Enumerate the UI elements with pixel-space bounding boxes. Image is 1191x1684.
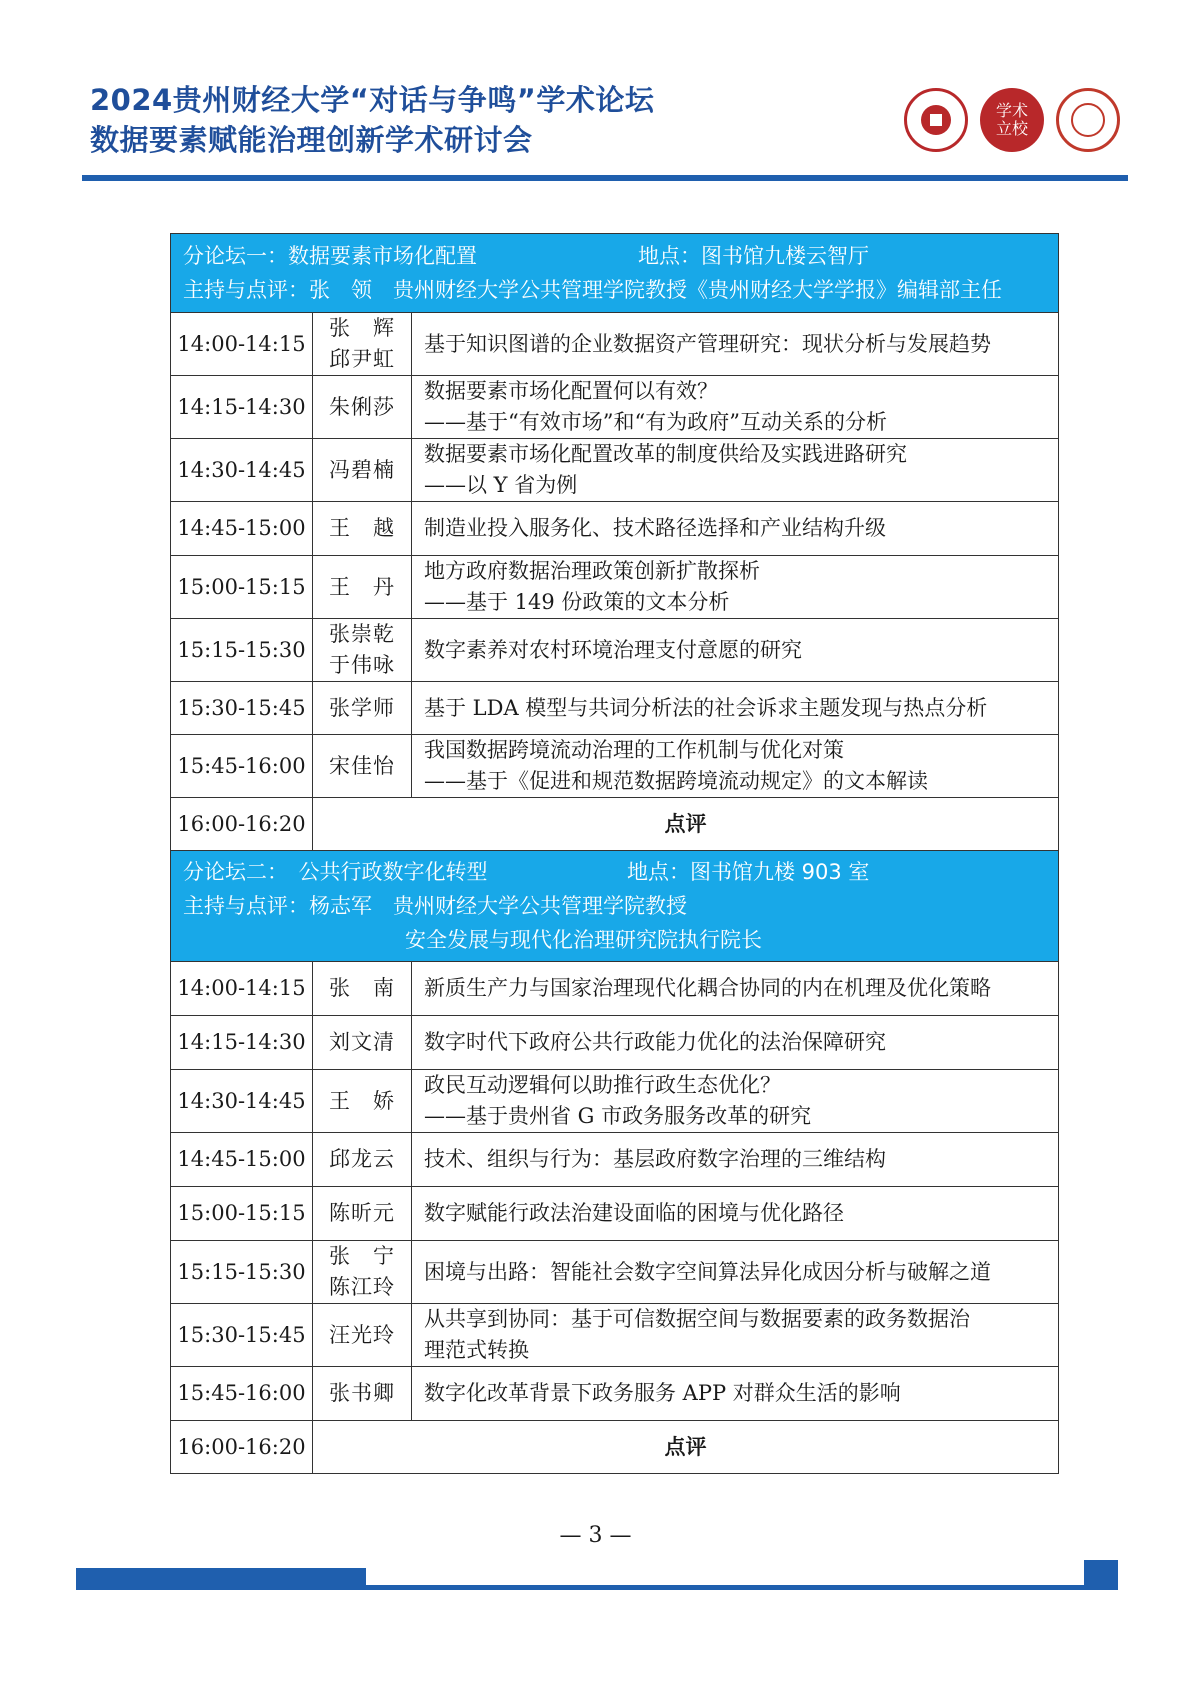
speaker-name: 宋佳怡 <box>329 753 395 778</box>
speaker-name: 陈昕元 <box>329 1201 395 1225</box>
topic-line: ——基于“有效市场”和“有为政府”互动关系的分析 <box>424 410 887 434</box>
session-topic <box>412 313 1059 376</box>
session-topic <box>412 376 1059 439</box>
session-topic <box>412 682 1059 735</box>
topic-line: ——基于《促进和规范数据跨境流动规定》的文本解读 <box>424 769 928 793</box>
speaker-name: 张 宁 <box>329 1244 395 1268</box>
session-speakers <box>313 1241 412 1304</box>
forum2-title: 分论坛二： 公共行政数字化转型 <box>183 860 488 884</box>
session-speakers <box>313 1367 412 1421</box>
speaker-name: 张 辉 <box>329 316 395 340</box>
session-row <box>171 1133 1059 1187</box>
session-time: 15:45-16:00 <box>171 735 313 798</box>
session-row <box>171 502 1059 556</box>
university-seal-icon <box>904 88 968 152</box>
session-topic <box>412 1070 1059 1133</box>
session-row <box>171 619 1059 682</box>
topic-line: 基于 LDA 模型与共词分析法的社会诉求主题发现与热点分析 <box>424 695 988 720</box>
topic-line: 困境与出路：智能社会数字空间算法异化成因分析与破解之道 <box>424 1259 991 1284</box>
header-divider <box>82 175 1128 181</box>
topic-line: 数字时代下政府公共行政能力优化的法治保障研究 <box>424 1030 886 1054</box>
session-time: 14:00-14:15 <box>171 962 313 1016</box>
session-speakers <box>313 1304 412 1367</box>
speaker-name: 张书卿 <box>329 1381 395 1405</box>
session-topic <box>412 1367 1059 1421</box>
speaker-name: 于伟咏 <box>329 653 395 677</box>
topic-line: 制造业投入服务化、技术路径选择和产业结构升级 <box>424 516 886 540</box>
footer-accent-right <box>1084 1560 1118 1590</box>
session-topic <box>412 1241 1059 1304</box>
session-row <box>171 682 1059 735</box>
session-time: 15:00-15:15 <box>171 556 313 619</box>
session-row <box>171 1241 1059 1304</box>
topic-line: 数字化改革背景下政务服务 APP 对群众生活的影响 <box>424 1381 901 1405</box>
topic-line: 我国数据跨境流动治理的工作机制与优化对策 <box>424 738 844 762</box>
review-label: 点评 <box>313 1421 1059 1474</box>
session-speakers <box>313 1187 412 1241</box>
session-speakers <box>313 1070 412 1133</box>
forum2-location: 地点：图书馆九楼 903 室 <box>627 860 870 884</box>
schedule-table <box>170 233 1059 1474</box>
page-header <box>90 80 1130 160</box>
topic-line: ——以 Y 省为例 <box>424 473 578 497</box>
forum1-host: 主持与点评：张 领 贵州财经大学公共管理学院教授《贵州财经大学学报》编辑部主任 <box>183 278 1002 302</box>
speaker-name: 冯碧楠 <box>329 457 395 482</box>
session-time: 14:45-15:00 <box>171 502 313 556</box>
session-row <box>171 1070 1059 1133</box>
forum2-host-title: 安全发展与现代化治理研究院执行院长 <box>405 928 762 952</box>
speaker-name: 王 丹 <box>329 574 395 599</box>
session-speakers <box>313 962 412 1016</box>
session-row <box>171 1187 1059 1241</box>
forum1-header-row <box>171 234 1059 313</box>
topic-line: 地方政府数据治理政策创新扩散探析 <box>424 559 760 583</box>
session-time: 14:15-14:30 <box>171 1016 313 1070</box>
session-topic <box>412 1016 1059 1070</box>
session-time: 14:00-14:15 <box>171 313 313 376</box>
speaker-name: 朱俐莎 <box>329 394 395 419</box>
session-row <box>171 735 1059 798</box>
session-time: 15:15-15:30 <box>171 619 313 682</box>
topic-line: 基于知识图谱的企业数据资产管理研究：现状分析与发展趋势 <box>424 331 991 356</box>
speaker-name: 张 南 <box>329 976 395 1000</box>
speaker-name: 刘文清 <box>329 1030 395 1054</box>
school-seal-icon <box>1056 88 1120 152</box>
forum1-title: 分论坛一：数据要素市场化配置 <box>183 244 477 268</box>
header-title-line2: 数据要素赋能治理创新学术研讨会 <box>90 123 533 157</box>
session-speakers <box>313 556 412 619</box>
page-number: — 3 — <box>559 1523 632 1548</box>
session-row <box>171 1016 1059 1070</box>
speaker-name: 王 娇 <box>329 1088 395 1113</box>
session-row <box>171 313 1059 376</box>
session-topic <box>412 1133 1059 1187</box>
topic-line: 从共享到协同：基于可信数据空间与数据要素的政务数据治 <box>424 1307 970 1331</box>
speaker-name: 张崇乾 <box>329 622 395 646</box>
session-speakers <box>313 502 412 556</box>
session-speakers <box>313 1133 412 1187</box>
session-topic <box>412 962 1059 1016</box>
logo-group <box>904 88 1120 152</box>
academic-seal-icon: 学术 立校 <box>980 88 1044 152</box>
topic-line: 新质生产力与国家治理现代化耦合协同的内在机理及优化策略 <box>424 976 991 1000</box>
session-topic <box>412 1187 1059 1241</box>
topic-line: 数字赋能行政法治建设面临的困境与优化路径 <box>424 1201 844 1225</box>
topic-line: 数据要素市场化配置何以有效？ <box>424 379 718 403</box>
header-title-line1: 2024贵州财经大学“对话与争鸣”学术论坛 <box>90 83 655 117</box>
session-time: 14:15-14:30 <box>171 376 313 439</box>
review-label: 点评 <box>313 798 1059 851</box>
review-row <box>171 798 1059 851</box>
speaker-name: 汪光玲 <box>329 1322 395 1347</box>
speaker-name: 王 越 <box>329 516 395 540</box>
session-row <box>171 556 1059 619</box>
review-time: 16:00-16:20 <box>171 1421 313 1474</box>
forum1-location: 地点：图书馆九楼云智厅 <box>638 244 869 268</box>
session-topic <box>412 439 1059 502</box>
topic-line: ——基于 149 份政策的文本分析 <box>424 590 730 614</box>
forum2-header-row <box>171 851 1059 962</box>
session-topic <box>412 735 1059 798</box>
session-row <box>171 1367 1059 1421</box>
session-time: 15:00-15:15 <box>171 1187 313 1241</box>
topic-line: 理范式转换 <box>424 1338 529 1362</box>
session-speakers <box>313 682 412 735</box>
footer-accent-left <box>76 1568 366 1590</box>
speaker-name: 邱尹虹 <box>329 347 395 371</box>
topic-line: ——基于贵州省 G 市政务服务改革的研究 <box>424 1104 812 1128</box>
speaker-name: 陈江玲 <box>329 1275 395 1299</box>
session-time: 14:30-14:45 <box>171 439 313 502</box>
speaker-name: 张学师 <box>329 695 395 720</box>
session-row <box>171 962 1059 1016</box>
topic-line: 技术、组织与行为：基层政府数字治理的三维结构 <box>424 1147 886 1171</box>
session-time: 14:45-15:00 <box>171 1133 313 1187</box>
session-time: 15:45-16:00 <box>171 1367 313 1421</box>
session-row <box>171 439 1059 502</box>
session-speakers <box>313 313 412 376</box>
session-row <box>171 1304 1059 1367</box>
review-time: 16:00-16:20 <box>171 798 313 851</box>
session-time: 15:15-15:30 <box>171 1241 313 1304</box>
session-speakers <box>313 619 412 682</box>
session-speakers <box>313 1016 412 1070</box>
session-time: 14:30-14:45 <box>171 1070 313 1133</box>
session-time: 15:30-15:45 <box>171 682 313 735</box>
topic-line: 政民互动逻辑何以助推行政生态优化？ <box>424 1073 781 1097</box>
review-row <box>171 1421 1059 1474</box>
session-row <box>171 376 1059 439</box>
session-topic <box>412 1304 1059 1367</box>
session-topic <box>412 556 1059 619</box>
speaker-name: 邱龙云 <box>329 1147 395 1171</box>
topic-line: 数据要素市场化配置改革的制度供给及实践进路研究 <box>424 442 907 466</box>
topic-line: 数字素养对农村环境治理支付意愿的研究 <box>424 637 802 662</box>
session-speakers <box>313 735 412 798</box>
forum2-host: 主持与点评：杨志军 贵州财经大学公共管理学院教授 <box>183 894 687 918</box>
session-topic <box>412 619 1059 682</box>
session-speakers <box>313 439 412 502</box>
session-topic <box>412 502 1059 556</box>
session-speakers <box>313 376 412 439</box>
session-time: 15:30-15:45 <box>171 1304 313 1367</box>
